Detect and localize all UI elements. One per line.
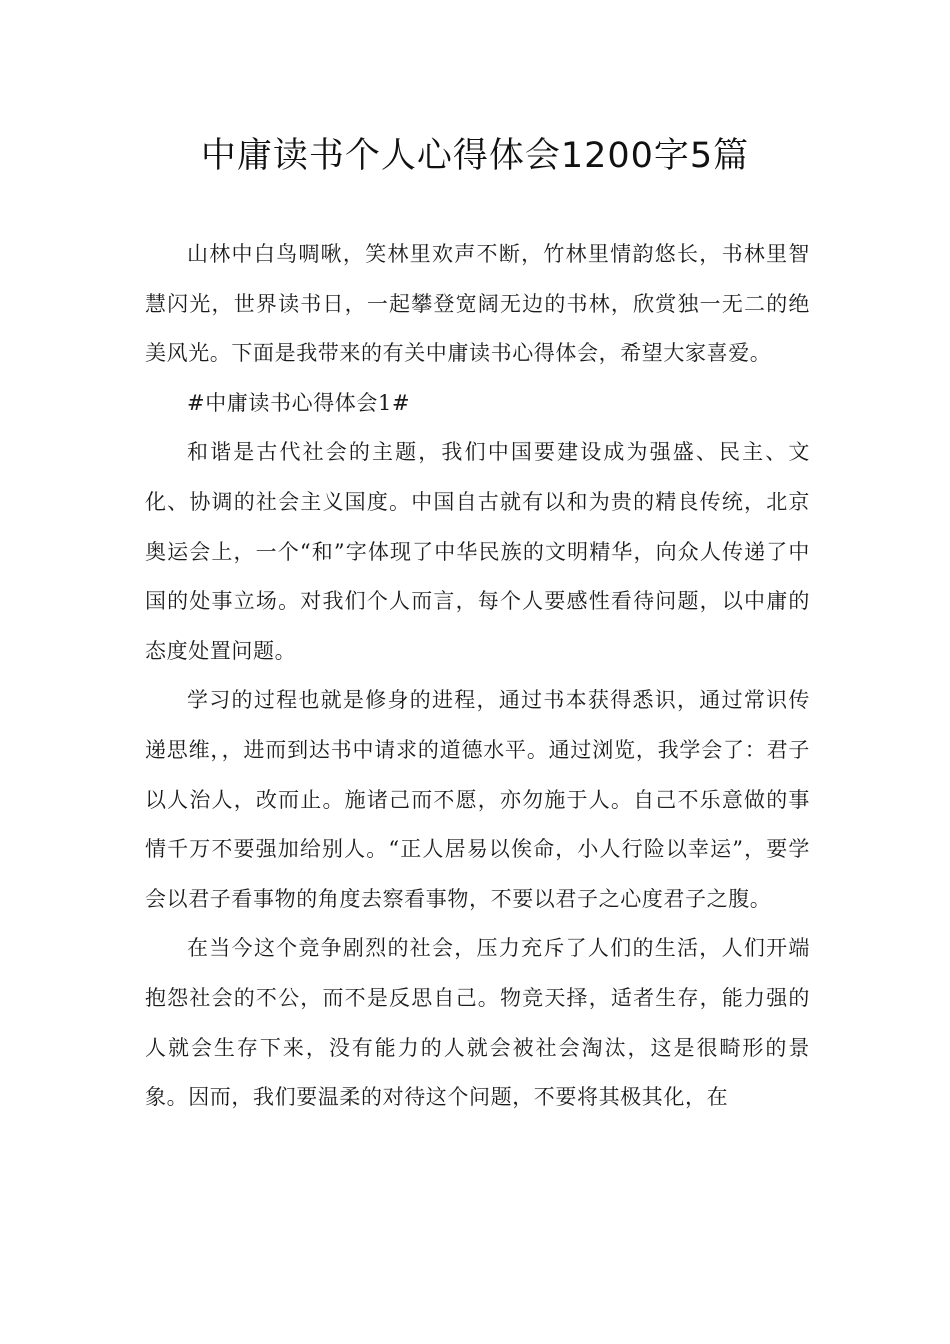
paragraph-harmony: 和谐是古代社会的主题，我们中国要建设成为强盛、民主、文化、协调的社会主义国度。中国自古就有以和为贵的精良传统，北京奥运会上，一个“和”字体现了中华民族的文明精华，向众人传递了中国的处事立场。对我们个人而言，每个人要感性看待问题，以中庸的态度处置问题。: [145, 440, 810, 663]
section-heading-1: #中庸读书心得体会1#: [187, 390, 411, 415]
document-title: 中庸读书个人心得体会1200字5篇: [200, 136, 750, 176]
paragraph-intro: 山林中白鸟啁啾，笑林里欢声不断，竹林里情韵悠长，书林里智慧闪光，世界读书日，一起攀登宽阔无边的书林，欣赏独一无二的绝美风光。下面是我带来的有关中庸读书心得体会，希望大家喜爱。: [145, 242, 810, 366]
paragraph-competition: 在当今这个竞争剧烈的社会，压力充斥了人们的生活，人们开端抱怨社会的不公，而不是反思自己。物竞天择，适者生存，能力强的人就会生存下来，没有能力的人就会被社会淘汰，这是很畸形的景象。因而，我们要温柔的对待这个问题，不要将其极其化，在: [145, 936, 810, 1110]
document-body: [145, 230, 810, 1123]
paragraph-learning: 学习的过程也就是修身的进程，通过书本获得悉识，通过常识传递思维，，进而到达书中请求的道德水平。通过浏览，我学会了：君子以人治人，改而止。施诸己而不愿，亦勿施于人。自己不乐意做的事情千万不要强加给别人。“正人居易以俟命，小人行险以幸运”，要学会以君子看事物的角度去察看事物，不要以君子之心度君子之腹。: [145, 688, 810, 911]
